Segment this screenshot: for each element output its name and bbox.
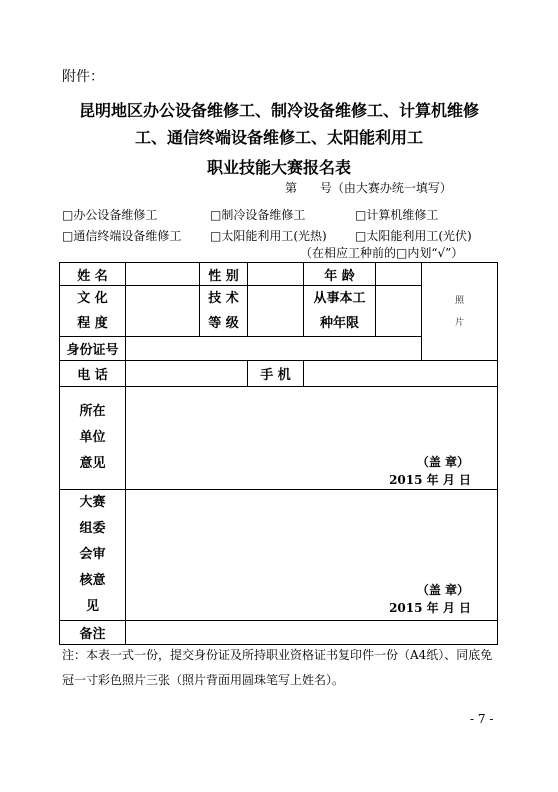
option-telecom-terminal[interactable]: □通信终端设备维修工 — [62, 229, 182, 243]
name-field[interactable] — [126, 263, 200, 286]
id-card-field[interactable] — [126, 337, 422, 361]
option-refrigeration[interactable]: □制冷设备维修工 — [210, 208, 306, 222]
tech-level-label: 技 术 等 级 — [200, 286, 248, 337]
gender-field[interactable] — [248, 263, 304, 286]
tech-level-field[interactable] — [248, 286, 304, 337]
photo-box[interactable] — [422, 263, 498, 361]
footnote: 注：本表一式一份，提交身份证及所持职业资格证书复印件一份（A4纸）、同底免冠一寸彩色照片三张（照片背面用圆珠笔写上姓名）。 — [62, 648, 493, 687]
attachment-label: 附件： — [62, 69, 104, 85]
title-line-1: 昆明地区办公设备维修工、制冷设备维修工、计算机维修 — [78, 101, 479, 120]
registration-form-table — [59, 262, 498, 645]
phone-field[interactable] — [126, 361, 248, 387]
name-label: 姓 名 — [60, 263, 126, 286]
years-field[interactable] — [376, 286, 422, 337]
unit-seal-text: （盖 章） — [416, 455, 469, 469]
education-label: 文 化 程 度 — [60, 286, 126, 337]
unit-date-text: 2015 年 月 日 — [389, 473, 471, 487]
photo-label-1: 照 — [454, 295, 464, 306]
title-line-2: 工、通信终端设备维修工、太阳能利用工 — [134, 128, 423, 147]
education-field[interactable] — [126, 286, 200, 337]
mobile-field[interactable] — [304, 361, 498, 387]
age-label: 年 龄 — [304, 263, 376, 286]
option-office-equipment[interactable]: □办公设备维修工 — [62, 208, 158, 222]
committee-opinion-field[interactable] — [126, 490, 498, 621]
gender-label: 性 别 — [200, 263, 248, 286]
mobile-label: 手 机 — [248, 361, 304, 387]
phone-label: 电 话 — [60, 361, 126, 387]
option-solar-thermal[interactable]: □太阳能利用工(光热) — [210, 229, 327, 243]
unit-opinion-label: 所在 单位 意见 — [60, 387, 126, 490]
committee-seal-text: （盖 章） — [416, 583, 469, 597]
option-computer[interactable]: □计算机维修工 — [355, 208, 439, 222]
committee-opinion-label: 大赛 组委 会审 核意 见 — [60, 490, 126, 621]
title-line-3: 职业技能大赛报名表 — [206, 158, 351, 177]
registration-number-line: 第 号（由大赛办统一填写） — [285, 181, 452, 195]
age-field[interactable] — [376, 263, 422, 286]
committee-date-text: 2015 年 月 日 — [389, 601, 471, 615]
remarks-field[interactable] — [126, 621, 498, 645]
years-label: 从事本工 种年限 — [304, 286, 376, 337]
unit-opinion-field[interactable] — [126, 387, 498, 490]
selection-note: （在相应工种前的□内划“√”） — [300, 246, 464, 260]
remarks-label: 备注 — [60, 621, 126, 645]
photo-label-2: 片 — [454, 317, 464, 328]
id-card-label: 身份证号 — [60, 337, 126, 361]
page-number: - 7 - — [470, 712, 494, 726]
option-solar-pv[interactable]: □太阳能利用工(光伏) — [355, 229, 472, 243]
